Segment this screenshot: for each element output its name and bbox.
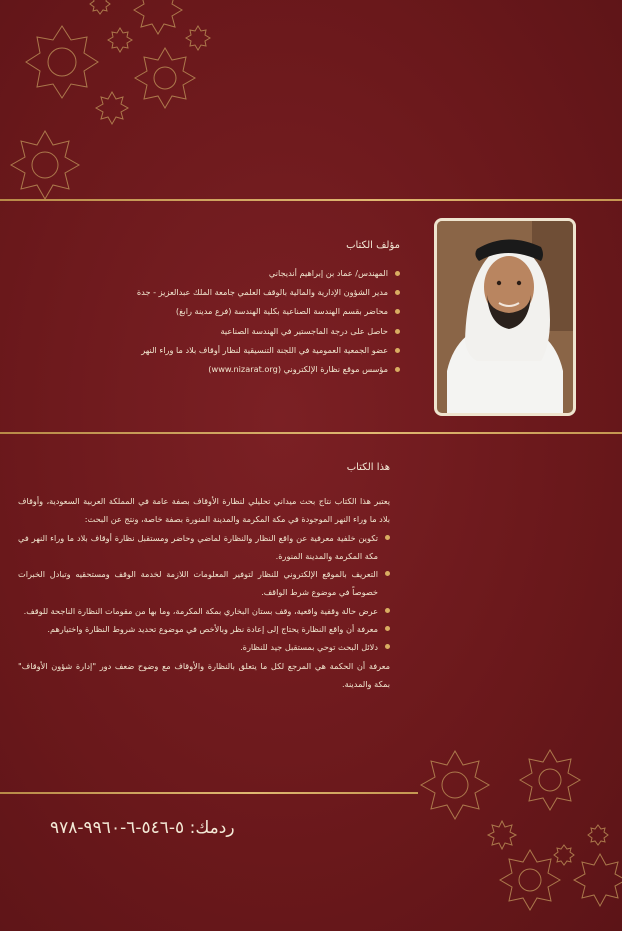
list-item: عضو الجمعية العمومية في اللجنة التنسيقية لنظار أوقاف بلاد ما وراء النهر: [140, 341, 400, 360]
star-ornament-bottom-right: [400, 740, 622, 931]
list-item: حاصل على درجة الماجستير في الهندسة الصناعية: [140, 322, 400, 341]
book-findings-list: [18, 529, 390, 657]
list-item: التعريف بالموقع الإلكتروني للنظار لتوفير المعلومات اللازمة لخدمة الوقف ومستحقيه وتبادل الخبرات خصوصاً في موضوع شرط الواقف.: [18, 565, 390, 602]
star-ornament-top-left: [0, 0, 220, 200]
author-portrait-illustration: [437, 221, 573, 413]
bullet-icon: [395, 271, 400, 276]
bullet-icon: [395, 290, 400, 295]
list-item: تكوين خلفية معرفية عن واقع النظار والنظارة لماضي وحاضر ومستقبل نظارة أوقاف بلاد ما وراء النهر في مكة المكرمة والمدينة المنورة.: [18, 529, 390, 566]
bullet-icon: [385, 608, 390, 613]
book-section-title: هذا الكتاب: [346, 462, 390, 473]
list-item: عرض حالة وقفية واقعية، وقف بستان البخاري بمكة المكرمة، وما بها من مقومات النظارة الناجحة للوقف.: [18, 602, 390, 620]
isbn-number: ردمك: ٥-٥٤٦-٦-٩٩٦٠-٩٧٨: [50, 818, 235, 838]
list-item: مدير الشؤون الإدارية والمالية بالوقف العلمي جامعة الملك عبدالعزيز - جدة: [140, 283, 400, 302]
author-section-title: مؤلف الكتاب: [346, 240, 400, 251]
book-closing: معرفة أن الحكمة هي المرجع لكل ما يتعلق بالنظارة والأوقاف مع وضوح ضعف دور "إدارة شؤون الأوقاف" بمكة والمدينة.: [18, 660, 390, 689]
book-intro: يعتبر هذا الكتاب نتاج بحث ميداني تحليلي لنظارة الأوقاف بصفة عامة في المملكة العربية السعودية، وأوقاف بلاد ما وراء النهر الموجودة في مكة المكرمة والمدينة المنورة بصفة خاصة، ونتج عن البحث:: [18, 496, 390, 525]
bullet-icon: [385, 626, 390, 631]
divider-middle: [0, 432, 622, 434]
author-credentials-list: [136, 264, 400, 379]
list-item: المهندس/ عماد بن إبراهيم أنديجاني: [140, 264, 400, 283]
book-description: [18, 492, 390, 693]
bullet-icon: [395, 367, 400, 372]
bullet-icon: [385, 535, 390, 540]
bullet-icon: [395, 309, 400, 314]
bullet-icon: [385, 571, 390, 576]
divider-bottom: [0, 792, 418, 794]
author-photo: [434, 218, 576, 416]
list-item: معرفة أن واقع النظارة يحتاج إلى إعادة نظر وبالأخص في موضوع تحديد شروط النظارة واختيارهم.: [18, 620, 390, 638]
bullet-icon: [395, 348, 400, 353]
list-item: دلائل البحث توحي بمستقبل جيد للنظارة.: [18, 638, 390, 656]
bullet-icon: [385, 644, 390, 649]
divider-top: [0, 199, 622, 201]
bullet-icon: [395, 329, 400, 334]
list-item: محاضر بقسم الهندسة الصناعية بكلية الهندسة (فرع مدينة رابغ): [140, 302, 400, 321]
list-item: مؤسس موقع نظارة الإلكتروني (www.nizarat.org): [140, 360, 400, 379]
